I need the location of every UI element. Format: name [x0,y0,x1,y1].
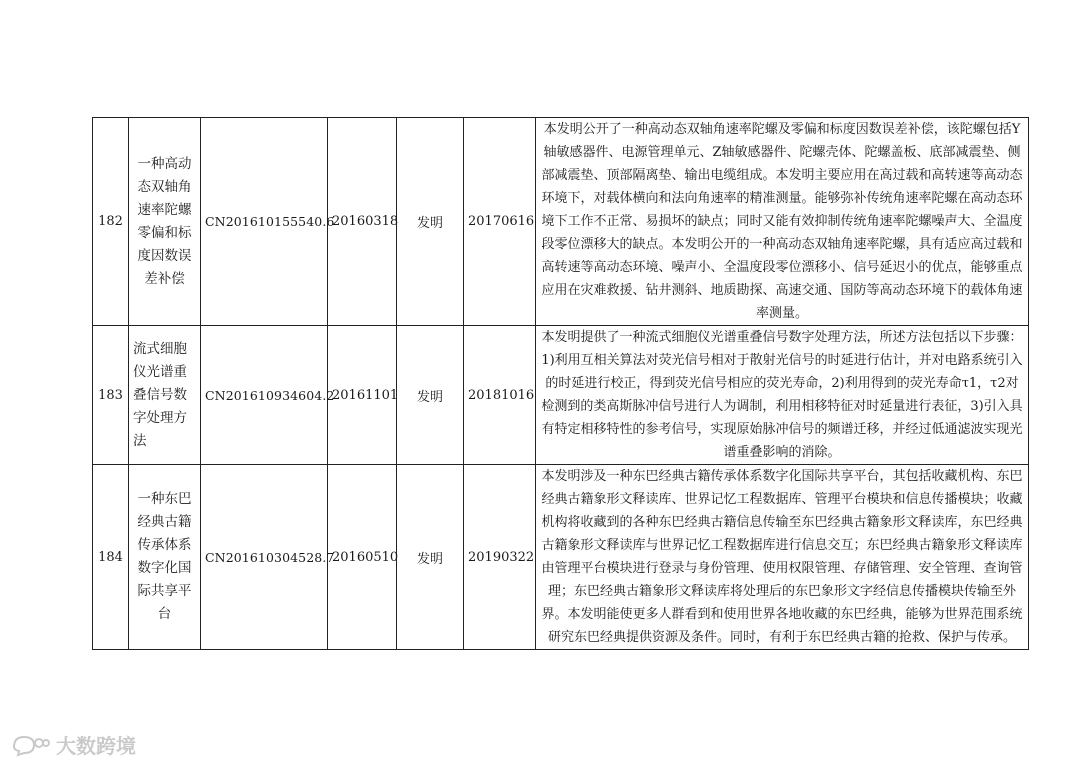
application-date: 20161101 [328,326,397,465]
row-number: 183 [93,326,129,465]
watermark-text: 大数跨境 [56,734,136,758]
patent-abstract: 本发明涉及一种东巴经典古籍传承体系数字化国际共享平台，其包括收藏机构、东巴经典古籍象形文释读库、世界记忆工程数据库、管理平台模块和信息传播模块；收藏机构将收藏到的各种东巴经典古籍信息传输至东巴经典古籍象形文释读库，东巴经典古籍象形文释读库与世界记忆工程数据库进行信息交互；东巴经典古籍象形文释读库由管理平台模块进行登录与身份管理、使用权限管理、存储管理、安全管理、查询管理；东巴经典古籍象形文释读库将处理后的东巴象形文字经信息传播模块传输至外界。本发明能使更多人群看到和使用世界各地收藏的东巴经典，能够为世界范围系统研究东巴经典提供资源及条件。同时，有利于东巴经典古籍的抢救、保护与传承。 [536,465,1029,650]
patent-abstract: 本发明公开了一种高动态双轴角速率陀螺及零偏和标度因数误差补偿，该陀螺包括Y轴敏感器件、电源管理单元、Z轴敏感器件、陀螺壳体、陀螺盖板、底部减震垫、侧部减震垫、顶部隔离垫、输出电缆组成。本发明主要应用在高过载和高转速等高动态环境下，对载体横向和法向角速率的精准测量。能够弥补传统角速率陀螺在高动态环境下工作不正常、易损坏的缺点；同时又能有效抑制传统角速率陀螺噪声大、全温度段零位漂移大的缺点。本发明公开的一种高动态双轴角速率陀螺，具有适应高过载和高转速等高动态环境、噪声小、全温度段零位漂移小、信号延迟小的优点，能够重点应用在灾难救援、钻井测斜、地质勘探、高速交通、国防等高动态环境下的载体角速率测量。 [536,118,1029,326]
application-number: CN201610304528.7 [201,465,328,650]
application-date: 20160510 [328,465,397,650]
patent-name: 一种高动态双轴角速率陀螺零偏和标度因数误差补偿 [129,118,201,326]
application-date: 20160318 [328,118,397,326]
grant-date: 20181016 [464,326,536,465]
patent-table [92,117,1029,650]
row-number: 184 [93,465,129,650]
patent-name: 流式细胞仪光谱重叠信号数字处理方法 [129,326,201,465]
row-number: 182 [93,118,129,326]
patent-type: 发明 [397,465,464,650]
bubble-logo-icon [10,733,50,757]
patent-type: 发明 [397,326,464,465]
application-number: CN201610155540.6 [201,118,328,326]
watermark [10,730,136,759]
patent-name: 一种东巴经典古籍传承体系数字化国际共享平台 [129,465,201,650]
table-row [93,118,1029,326]
table-row [93,465,1029,650]
application-number: CN201610934604.2 [201,326,328,465]
patent-type: 发明 [397,118,464,326]
patent-abstract: 本发明提供了一种流式细胞仪光谱重叠信号数字处理方法，所述方法包括以下步骤：1)利用互相关算法对荧光信号相对于散射光信号的时延进行估计，并对电路系统引入的时延进行校正，得到荧光信号相应的荧光寿命，2)利用得到的荧光寿命τ1，τ2对检测到的类高斯脉冲信号进行人为调制，利用相移特征对时延量进行表征，3)引入具有特定相移特性的参考信号，实现原始脉冲信号的频谱迁移，并经过低通滤波实现光谱重叠影响的消除。 [536,326,1029,465]
table-row [93,326,1029,465]
grant-date: 20170616 [464,118,536,326]
grant-date: 20190322 [464,465,536,650]
